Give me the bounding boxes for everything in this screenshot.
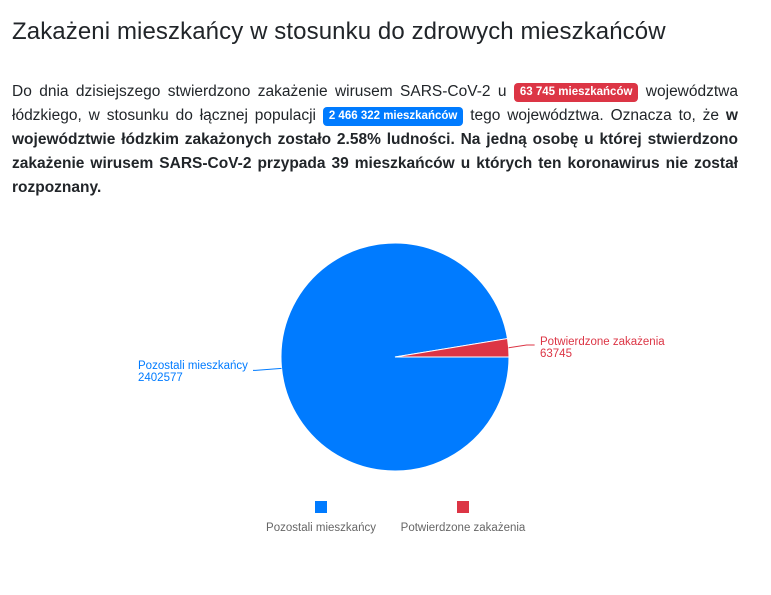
label-healthy-name: Pozostali mieszkańcy: [138, 360, 248, 372]
legend-label-infected[interactable]: Potwierdzone zakażenia: [400, 522, 526, 534]
label-infected-name: Potwierdzone zakażenia: [540, 336, 665, 348]
legend: [266, 501, 526, 534]
population-badge: 2 466 322 mieszkańców: [323, 107, 464, 126]
label-leader-healthy: [253, 368, 282, 370]
summary-text-1: Do dnia dzisiejszego stwierdzono zakażenie wirusem SARS-CoV-2 u: [12, 83, 514, 100]
label-healthy-value: 2402577: [138, 372, 183, 384]
summary-text-2: województwa łódzkiego, w stosunku do łącznej populacji: [12, 83, 738, 124]
summary-text-3: tego województwa. Oznacza to, że: [463, 107, 726, 124]
legend-swatch-healthy[interactable]: [315, 501, 327, 513]
summary-bold-text: w województwie łódzkim zakażonych zostało 2.58% ludności. Na jedną osobę u której stwierdzono zakażenie wirusem SARS-CoV-2 przypada 39 mieszkańców u których ten koronawirus nie został rozpoznany.: [12, 107, 738, 196]
page-title: Zakażeni mieszkańcy w stosunku do zdrowych mieszkańców: [12, 18, 666, 45]
legend-swatch-infected[interactable]: [457, 501, 469, 513]
label-infected-value: 63745: [540, 348, 572, 360]
legend-label-healthy[interactable]: Pozostali mieszkańcy: [266, 522, 376, 534]
infected-count-badge: 63 745 mieszkańców: [514, 83, 639, 102]
pie-slices: [281, 243, 509, 471]
label-leader-infected: [509, 345, 535, 348]
